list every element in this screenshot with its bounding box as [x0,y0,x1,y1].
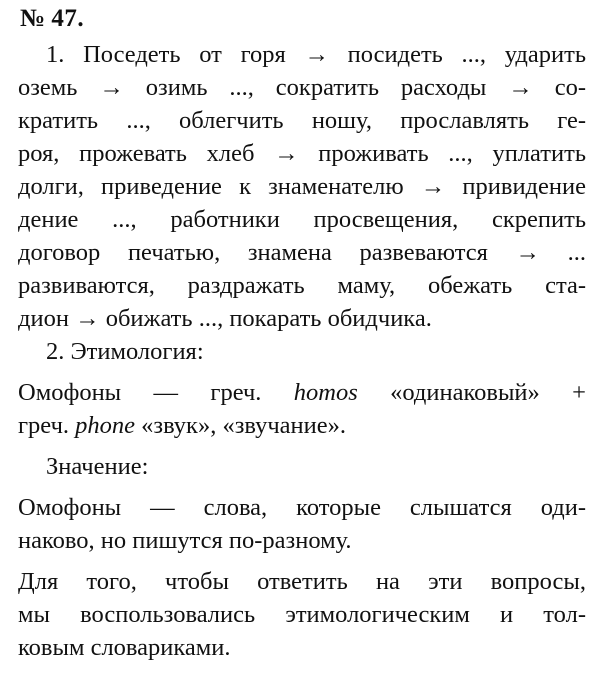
conclusion-line-2: мы воспользовались этимологическим и тол- [18,601,586,628]
section-1-line-6: дение ..., работники просвещения, скрепить [18,206,586,233]
exercise-heading [20,4,586,34]
conclusion-line-3: ковым словариками. [18,634,231,661]
section-1-line-1: 1. Поседеть от горя → посидеть ..., ударить [46,41,586,68]
etymology-paragraph [18,376,586,442]
section-1-line-7: договор печатью, знамена развеваются → ... [18,239,586,266]
section-1-line-8: развиваются, раздражать маму, обежать ста- [18,272,586,299]
section-1-line-3: кратить ..., облегчить ношу, прославлять ге- [18,107,586,134]
etymology-term-phone: phone [75,412,136,439]
section-1-line-9: дион → обижать ..., покарать обидчика. [18,305,432,332]
etymology-term-homos: homos [293,379,358,406]
etymology-text: греч. [18,412,76,439]
meaning-paragraph [18,491,586,557]
etymology-text: «звук», «звучание». [135,412,347,439]
number-sign: № [20,5,46,32]
etymology-text: Омофоны — греч. [18,379,294,406]
etymology-text: «одинаковый» + [357,379,586,406]
section-1-line-2: оземь → озимь ..., сократить расходы → со- [18,74,586,101]
section-1-paragraph [18,38,586,335]
meaning-line-2: наково, но пишутся по-разному. [18,527,352,554]
section-1-line-4: роя, прожевать хлеб → проживать ..., уплатить [18,140,586,167]
conclusion-paragraph [18,565,586,664]
etymology-line-2 [18,409,586,442]
etymology-line-1 [18,376,586,409]
meaning-line-1: Омофоны — слова, которые слышатся оди- [18,494,586,521]
exercise-number: 47. [51,5,85,32]
meaning-title: Значение: [46,453,149,480]
conclusion-line-1: Для того, чтобы ответить на эти вопросы, [18,568,586,595]
section-2-title: 2. Этимология: [46,338,204,365]
section-1-line-5: долги, приведение к знаменателю → привидение [18,173,586,200]
